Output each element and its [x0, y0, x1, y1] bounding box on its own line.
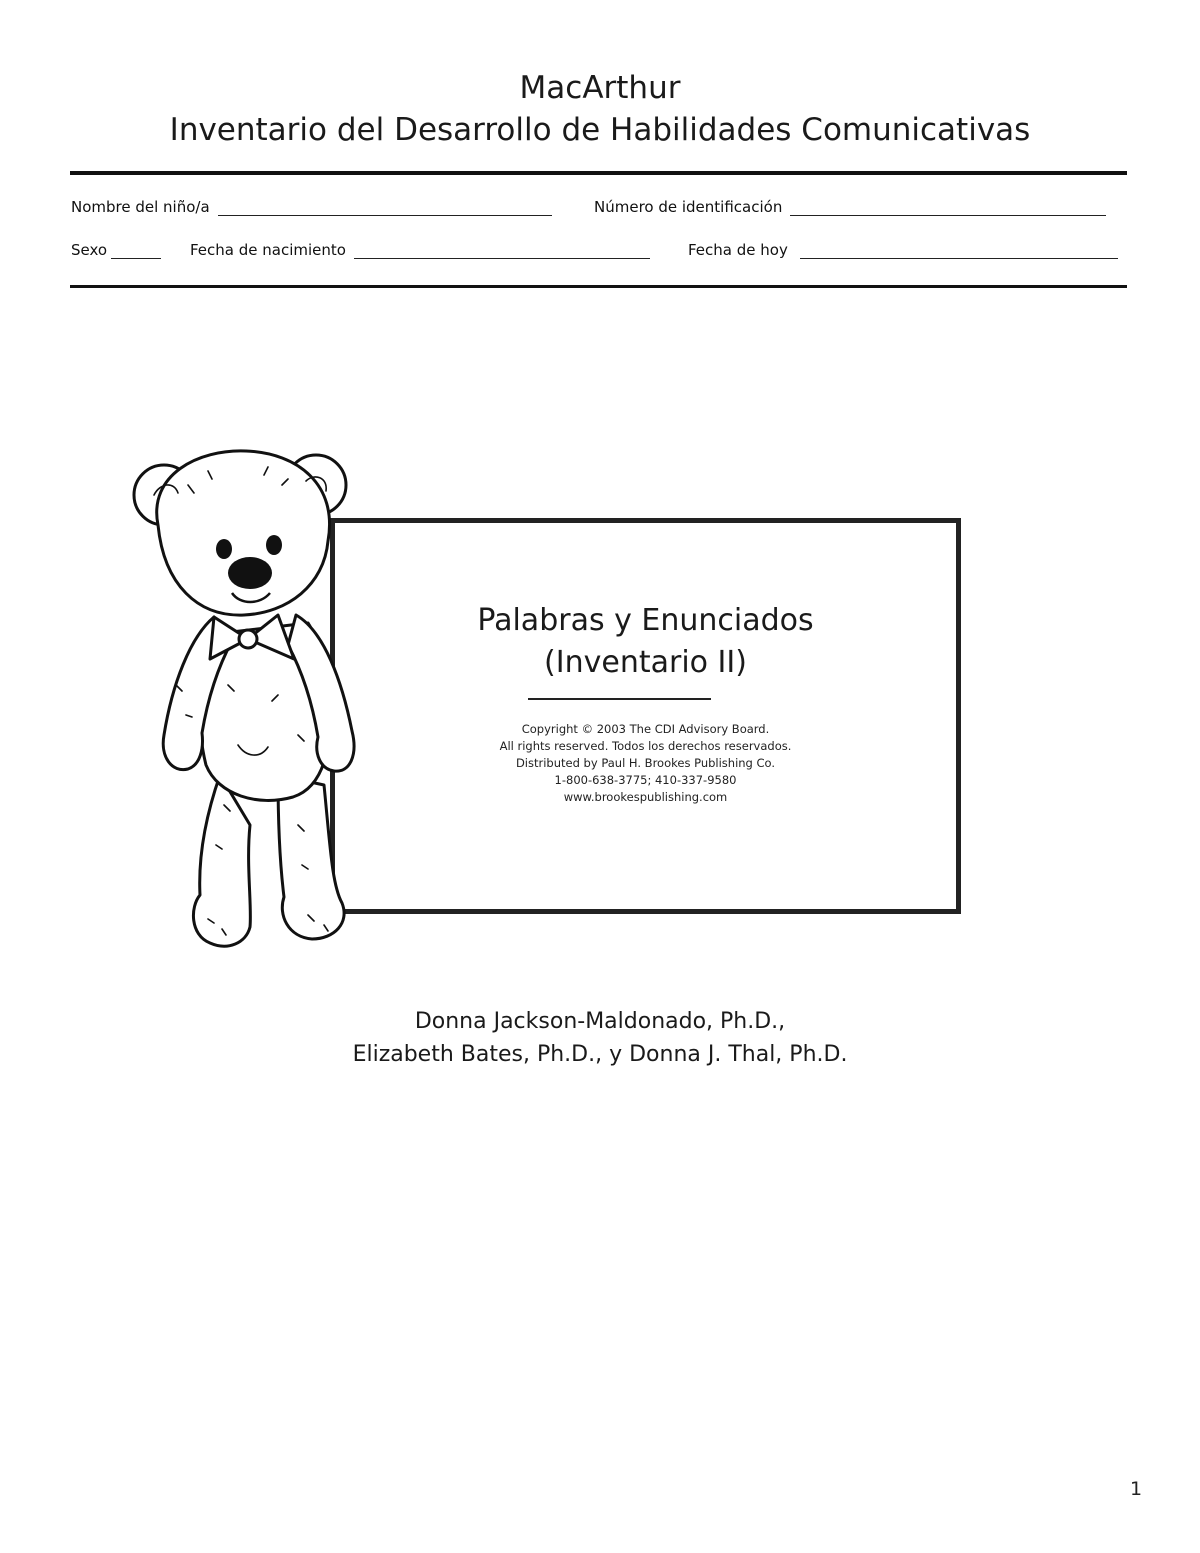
birth-date-field[interactable] [190, 241, 650, 259]
child-name-label: Nombre del niño/a [71, 198, 210, 216]
inventory-title: Inventario del Desarrollo de Habilidades Comunicativas [169, 112, 1031, 148]
child-name-blank[interactable] [218, 201, 552, 216]
page-number: 1 [1130, 1478, 1143, 1500]
birth-date-blank[interactable] [354, 244, 650, 259]
rights-line: All rights reserved. Todos los derechos reservados. [499, 739, 792, 753]
teddy-bear-illustration [128, 445, 388, 955]
website-line: www.brookespublishing.com [563, 790, 728, 804]
series-title: MacArthur [519, 70, 681, 106]
copyright-notice [335, 721, 956, 806]
today-date-blank[interactable] [800, 244, 1118, 259]
cover-box [330, 518, 961, 914]
today-date-label: Fecha de hoy [688, 241, 788, 259]
bottom-rule [70, 285, 1127, 288]
top-rule [70, 171, 1127, 175]
birth-date-label: Fecha de nacimiento [190, 241, 346, 259]
sex-label: Sexo [71, 241, 108, 259]
title-divider [528, 698, 711, 700]
distributor-line: Distributed by Paul H. Brookes Publishing Co. [515, 756, 776, 770]
id-number-field[interactable] [594, 198, 1106, 216]
copyright-line: Copyright © 2003 The CDI Advisory Board. [521, 722, 770, 736]
phone-line: 1-800-638-3775; 410-337-9580 [554, 773, 737, 787]
instrument-subtitle: (Inventario II) [544, 645, 747, 680]
id-number-label: Número de identificación [594, 198, 783, 216]
id-number-blank[interactable] [790, 201, 1106, 216]
author-line-1: Donna Jackson-Maldonado, Ph.D., [414, 1009, 786, 1034]
sex-field[interactable] [71, 241, 161, 259]
today-date-field[interactable] [688, 241, 1118, 259]
sex-blank[interactable] [111, 244, 161, 259]
instrument-title: Palabras y Enunciados [477, 603, 814, 638]
child-name-field[interactable] [71, 198, 552, 216]
author-line-2: Elizabeth Bates, Ph.D., y Donna J. Thal, Ph.D. [352, 1042, 848, 1067]
